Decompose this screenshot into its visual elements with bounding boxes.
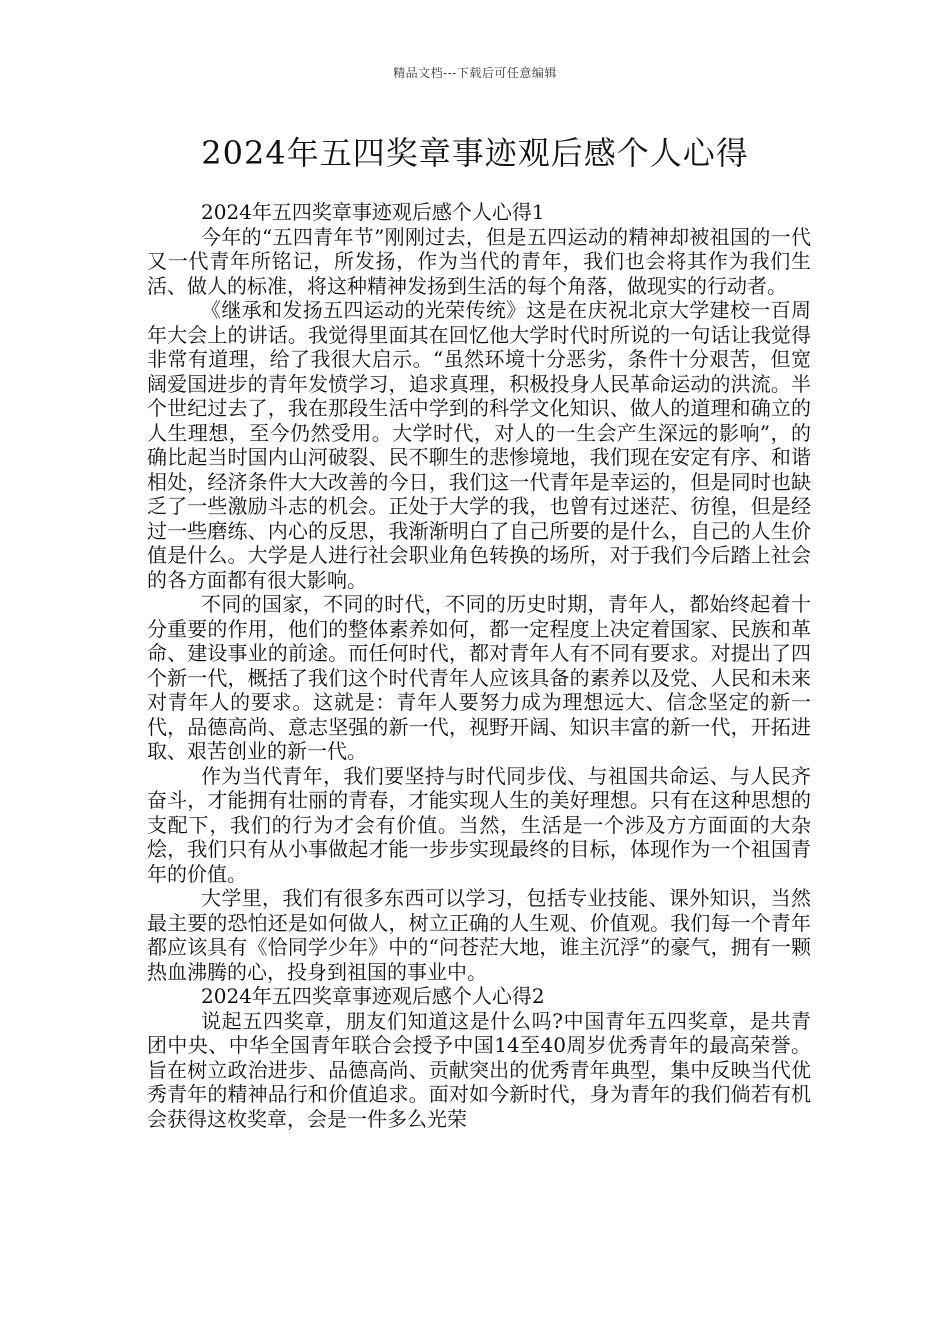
document-title: 2024年五四奖章事迹观后感个人心得 <box>201 134 749 172</box>
paragraph: 今年的“五四青年节”刚刚过去，但是五四运动的精神却被祖国的一代又一代青年所铭记，所发扬，作为当代的青年，我们也会将其作为我们生活、做人的标准，将这种精神发扬到生活的每个角落，做现实的行动者。 <box>147 224 811 298</box>
section-heading: 2024年五四奖章事迹观后感个人心得1 <box>201 200 545 224</box>
paragraph: 不同的国家，不同的时代，不同的历史时期，青年人，都始终起着十分重要的作用，他们的整体素养如何，都一定程度上决定着国家、民族和革命、建设事业的前途。而任何时代，都对青年人有不同有要求。对提出了四个新一代，概括了我们这个时代青年人应该具备的素养以及党、人民和未来对青年人的要求。这就是：青年人要努力成为理想远大、信念坚定的新一代，品德高尚、意志坚强的新一代，视野开阔、知识丰富的新一代，开拓进取、艰苦创业的新一代。 <box>147 592 811 763</box>
page-header: 精品文档---下载后可任意编辑 <box>393 66 557 80</box>
document-body <box>147 200 811 1131</box>
paragraph: 《继承和发扬五四运动的光荣传统》这是在庆祝北京大学建校一百周年大会上的讲话。我觉得里面其在回忆他大学时代时所说的一句话让我觉得非常有道理，给了我很大启示。“虽然环境十分恶劣，条件十分艰苦，但宽阔爱国进步的青年发愤学习，追求真理，积极投身人民革命运动的洪流。半个世纪过去了，我在那段生活中学到的科学文化知识、做人的道理和确立的人生理想，至今仍然受用。大学时代，对人的一生会产生深远的影响”，的确比起当时国内山河破裂、民不聊生的悲惨境地，我们现在安定有序、和谐相处，经济条件大大改善的今日，我们这一代青年是幸运的，但是同时也缺乏了一些激励斗志的机会。正处于大学的我，也曾有过迷茫、彷徨，但是经过一些磨练、内心的反思，我渐渐明白了自己所要的是什么，自己的人生价值是什么。大学是人进行社会职业角色转换的场所，对于我们今后踏上社会的各方面都有很大影响。 <box>147 298 811 592</box>
paragraph: 大学里，我们有很多东西可以学习，包括专业技能、课外知识，当然最主要的恐怕还是如何做人，树立正确的人生观、价值观。我们每一个青年都应该具有《恰同学少年》中的“问苍茫大地，谁主沉浮”的豪气，拥有一颗热血沸腾的心，投身到祖国的事业中。 <box>147 886 811 984</box>
paragraph: 说起五四奖章，朋友们知道这是什么吗?中国青年五四奖章，是共青团中央、中华全国青年联合会授予中国14至40周岁优秀青年的最高荣誉。旨在树立政治进步、品德高尚、贡献突出的优秀青年典型，集中反映当代优秀青年的精神品行和价值追求。面对如今新时代，身为青年的我们倘若有机会获得这枚奖章，会是一件多么光荣 <box>147 1008 811 1131</box>
paragraph: 作为当代青年，我们要坚持与时代同步伐、与祖国共命运、与人民齐奋斗，才能拥有壮丽的青春，才能实现人生的美好理想。只有在这种思想的支配下，我们的行为才会有价值。当然，生活是一个涉及方方面面的大杂烩，我们只有从小事做起才能一步步实现最终的目标，体现作为一个祖国青年的价值。 <box>147 763 811 886</box>
section-heading: 2024年五四奖章事迹观后感个人心得2 <box>201 984 545 1008</box>
